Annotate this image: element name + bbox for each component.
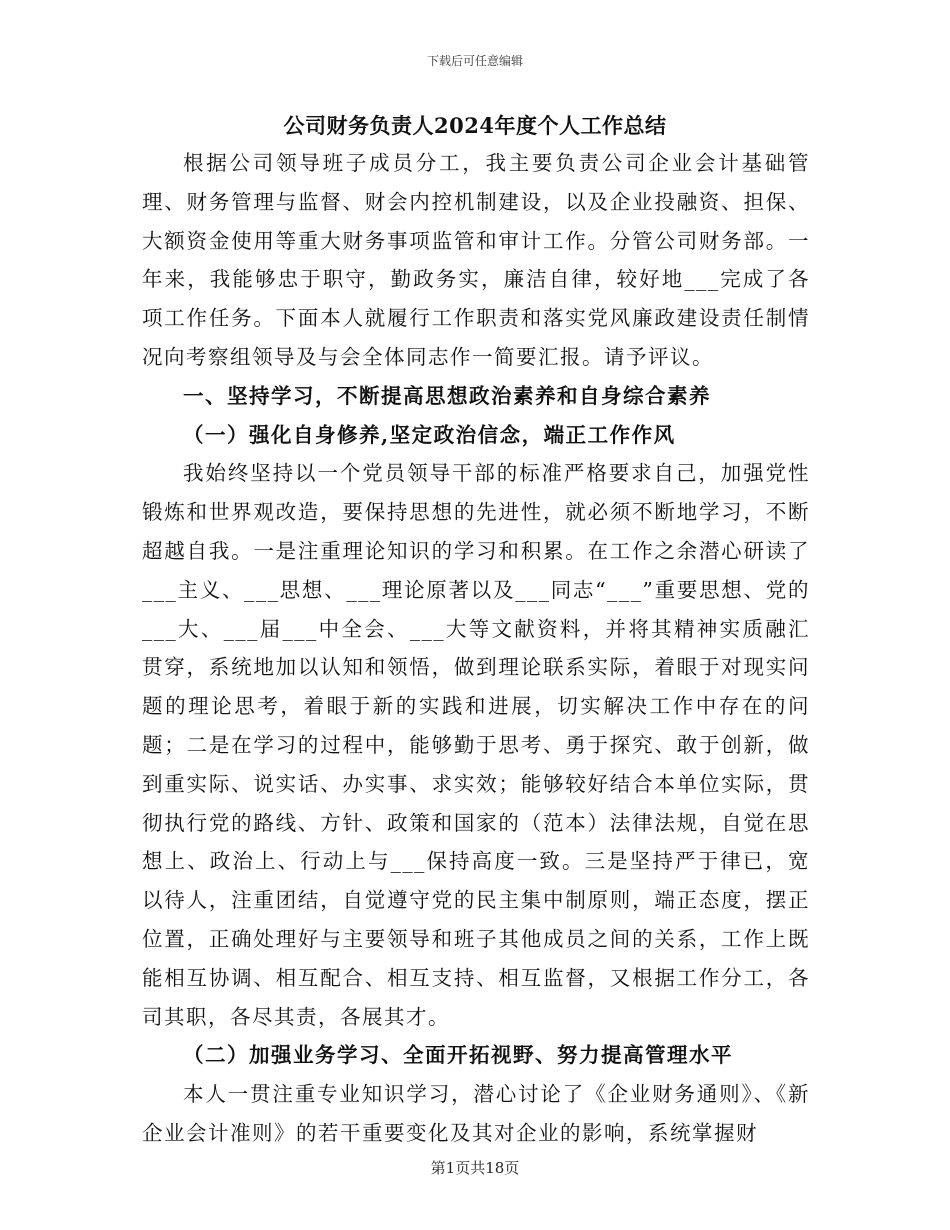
- subsection-1-paragraph: 我始终坚持以一个党员领导干部的标准严格要求自己，加强党性锻炼和世界观改造，要保持思想的先进性，就必须不断地学习，不断超越自我。一是注重理论知识的学习和积累。在工作之余潜心研读了___主义、___思想、___理论原著以及___同志“___”重要思想、党的___大、___届___中全会、___大等文献资料，并将其精神实质融汇贯穿，系统地加以认知和领悟，做到理论联系实际，着眼于对现实问题的理论思考，着眼于新的实践和进展，切实解决工作中存在的问题；二是在学习的过程中，能够勤于思考、勇于探究、敢于创新，做到重实际、说实话、办实事、求实效；能够较好结合本单位实际，贯彻执行党的路线、方针、政策和国家的（范本）法律法规，自觉在思想上、政治上、行动上与___保持高度一致。三是坚持严于律已，宽以待人，注重团结，自觉遵守党的民主集中制原则，端正态度，摆正位置，正确处理好与主要领导和班子其他成员之间的关系，工作上既能相互协调、相互配合、相互支持、相互监督，又根据工作分工，各司其职，各尽其责，各展其才。: [142, 461, 810, 1029]
- header-note: 下载后可任意编辑: [426, 54, 523, 68]
- intro-paragraph: 根据公司领导班子成员分工，我主要负责公司企业会计基础管理、财务管理与监督、财会内控机制建设，以及企业投融资、担保、大额资金使用等重大财务事项监管和审计工作。分管公司财务部。一年来，我能够忠于职守，勤政务实，廉洁自律，较好地___完成了各项工作任务。下面本人就履行工作职责和落实党风廉政建设责任制情况向考察组领导及与会全体同志作一简要汇报。请予评议。: [142, 151, 810, 369]
- page-number: 第1页共18页: [430, 1159, 520, 1177]
- section-1-heading: 一、坚持学习，不断提高思想政治素养和自身综合素养: [183, 383, 711, 408]
- subsection-2-heading: （二）加强业务学习、全面开拓视野、努力提高管理水平: [183, 1043, 733, 1068]
- document-title: 公司财务负责人2024年度个人工作总结: [283, 113, 667, 138]
- subsection-1-heading: （一）强化自身修养,坚定政治信念，端正工作作风: [183, 422, 676, 447]
- document-body: [142, 144, 810, 1153]
- subsection-2-paragraph: 本人一贯注重专业知识学习，潜心讨论了《企业财务通则》、《新企业会计准则》的若干重要变化及其对企业的影响，系统掌握财: [142, 1082, 810, 1145]
